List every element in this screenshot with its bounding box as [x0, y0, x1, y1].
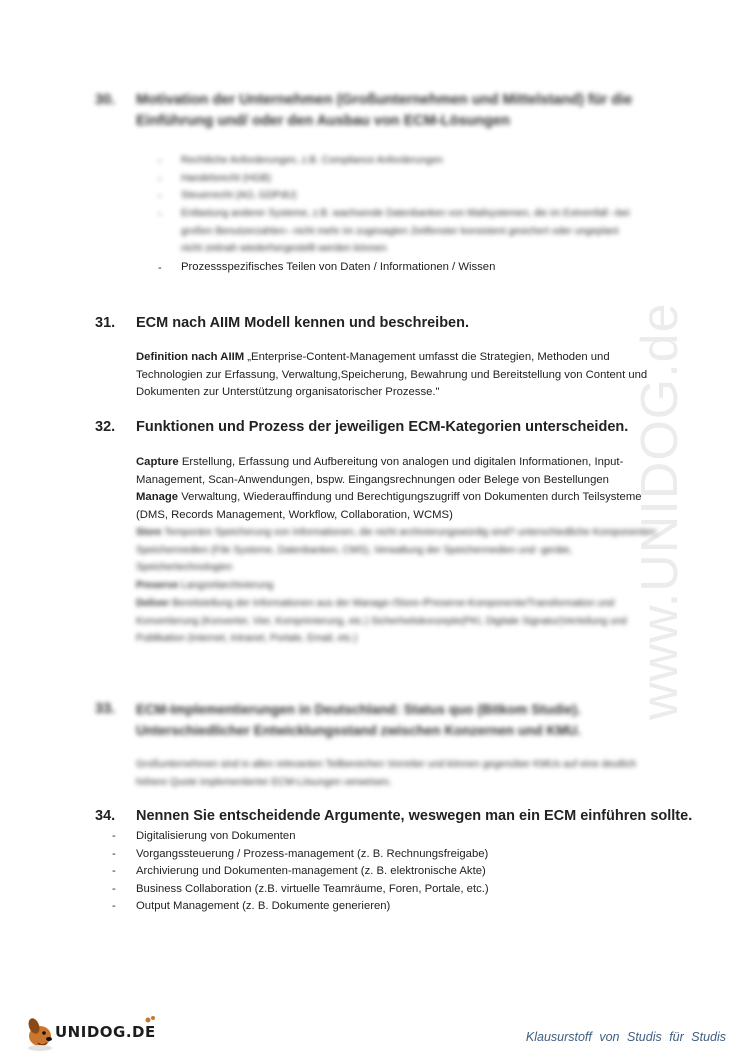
- bullet-dash: -: [112, 847, 116, 860]
- bullet-dash: -: [158, 190, 162, 202]
- q33-text: Großunternehmen sind in allen relevanten Teilbereichen Vorreiter und können gegenüber KMUs auf eine deutlich höhere Quote implementierter ECM-Lösungen verweisen.: [136, 759, 637, 788]
- bullet-dash: -: [158, 155, 162, 167]
- q30-heading: Motivation der Unternehmen (Großunternehmen und Mittelstand) für die Einführung und/ oder den Ausbau von ECM-Lösungen: [136, 92, 633, 129]
- preserve-label: Preserve: [136, 580, 179, 591]
- bullet-dash: -: [112, 830, 116, 842]
- q33-number: 33.: [95, 701, 116, 717]
- q31-definition: [136, 349, 666, 402]
- q32-capture: [136, 454, 666, 489]
- q30-number: 30.: [95, 92, 116, 108]
- list-item: [112, 898, 632, 916]
- list-item: [112, 846, 632, 864]
- list-item: [112, 828, 632, 846]
- q32-manage: [136, 489, 666, 524]
- list-item-text: Output Management (z. B. Dokumente generieren): [136, 900, 391, 913]
- q34-heading: Nennen Sie entscheidende Argumente, weswegen man ein ECM einführen sollte.: [136, 808, 693, 824]
- q32-heading: Funktionen und Prozess der jeweiligen ECM-Kategorien unterscheiden.: [136, 419, 629, 435]
- bullet-dash: -: [158, 262, 162, 274]
- preserve-text: Langzeitarchivierung: [178, 580, 274, 591]
- bullet-dash: -: [158, 208, 162, 220]
- store-label: Store: [136, 527, 162, 538]
- q30-item: Steuerrecht (AO, GDPdU): [181, 190, 297, 201]
- q32-store: [136, 524, 666, 577]
- q31-number: 31.: [95, 315, 116, 331]
- q32-deliver: [136, 595, 666, 648]
- list-item-text: Vorgangssteuerung / Prozess-management (z. B. Rechnungsfreigabe): [136, 847, 489, 860]
- list-item: [112, 881, 632, 899]
- store-text: Temporäre Speicherung von Informationen, die nicht archivierungswürdig sind? unterschiedliche Komponenten: Speichermedien (File Systeme, Datenbanken, CMS), Verwaltung der Speichermedien und -geräte, Speichertechnologien: [136, 527, 658, 573]
- q30-item: Rechtliche Anforderungen, z.B. Compliance Anforderungen: [181, 155, 443, 166]
- bullet-dash: -: [112, 900, 116, 913]
- capture-text: Erstellung, Erfassung und Aufbereitung von analogen und digitalen Informationen, Input-Management, Scan-Anwendungen, bspw. Eingangsrechnungen oder Belege von Bestellungen: [136, 456, 624, 486]
- deliver-text: Bereitstellung der Informationen aus der Manage-/Store-/Preserve-Komponente/Transformation und Konvertierung (Konverter, Vier, Komprimierung, etc.) Sicherheitskonzepte(PKI, Digitale Signatur)Verteilung und Publikation (Internet, Intranet, Portale, Email, etc.): [136, 598, 627, 644]
- manage-label: Manage: [136, 491, 179, 503]
- list-item: [112, 863, 632, 881]
- bullet-dash: -: [158, 173, 162, 185]
- q30-item: Entlastung anderer Systeme, z.B. wachsende Datenbanken von Mailsystemen, die im Extremfall –bei großen Benutzerzahlen– nicht mehr im zugesagten Zeitfenster konsistent gesichert oder ungeplant nicht zeitnah wiederhergestellt werden können: [181, 208, 630, 254]
- q30-item: Handelsrecht (HGB): [181, 173, 272, 184]
- definition-text: „Enterprise-Content-Management umfasst die Strategien, Methoden und Technologien zur Erfassung, Verwaltung,Speicherung, Bewahrung und Bereitstellung von Content und Dokumenten zur Unterstützung organisatorischer Prozesse.": [136, 351, 648, 398]
- q32-number: 32.: [95, 419, 116, 435]
- q32-preserve: [136, 577, 666, 595]
- list-item-text: Business Collaboration (z.B. virtuelle Teamräume, Foren, Portale, etc.): [136, 882, 489, 895]
- logo-text: UNIDOG.DE: [55, 1023, 156, 1041]
- bullet-dash: -: [112, 865, 116, 878]
- list-item-text: Digitalisierung von Dokumenten: [136, 830, 296, 842]
- q30-item: Prozessspezifisches Teilen von Daten / Informationen / Wissen: [181, 261, 496, 273]
- q34-list: [112, 828, 632, 916]
- footer-tagline: Klausurstoff von Studis für Studis: [525, 1030, 726, 1044]
- manage-text: Verwaltung, Wiederauffindung und Berechtigungszugriff von Dokumenten durch Teilsysteme (DMS, Records Management, Workflow, Collaboration, WCMS): [136, 491, 642, 521]
- definition-label: Definition nach AIIM: [136, 351, 245, 363]
- deliver-label: Deliver: [136, 598, 170, 609]
- q33-heading: ECM-Implementierungen in Deutschland: Status quo (Bitkom Studie). Unterschiedlicher Entwicklungsstand zwischen Konzernen und KMU.: [136, 702, 581, 738]
- capture-label: Capture: [136, 456, 179, 468]
- bullet-dash: -: [112, 882, 116, 895]
- watermark-text: www.UNIDOG.de: [631, 302, 689, 720]
- list-item-text: Archivierung und Dokumenten-management (z. B. elektronische Akte): [136, 865, 486, 878]
- q31-heading: ECM nach AIIM Modell kennen und beschreiben.: [136, 315, 470, 331]
- q34-number: 34.: [95, 808, 116, 824]
